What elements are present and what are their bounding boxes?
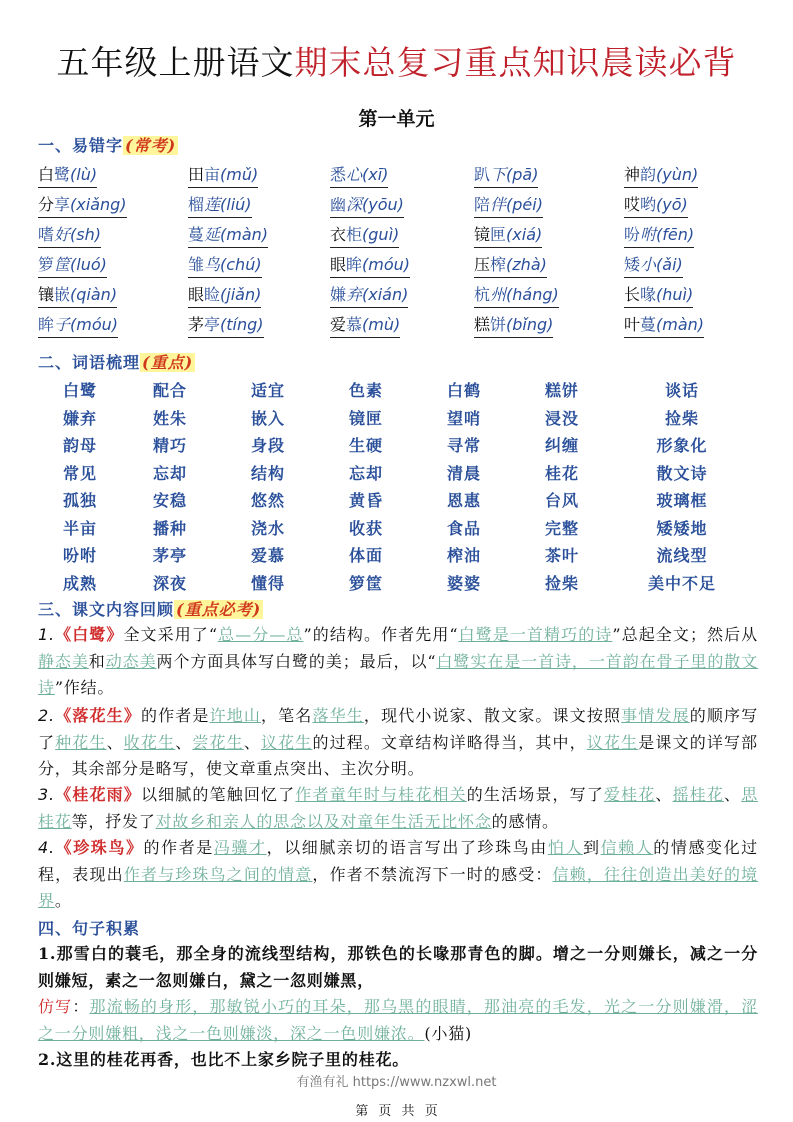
pinyin-item: 神韵(yùn) <box>624 164 698 188</box>
vocab-word: 嫌弃 <box>62 408 97 428</box>
answer: 作者与珍珠鸟之间的情意 <box>123 864 313 884</box>
sentence-1: 1.那雪白的蓑毛，那全身的流线型结构，那铁色的长喙那青色的脚。增之一分则嫌长，减之一分则嫌短，素之一忽则嫌白，黛之一忽则嫌黑， <box>38 944 758 990</box>
pinyin-item: 爱慕(mù) <box>330 314 400 338</box>
vocab-grid <box>40 376 760 596</box>
vocab-row <box>40 541 760 569</box>
pinyin-row <box>38 284 778 314</box>
vocab-word: 配合 <box>152 381 187 401</box>
vocab-word: 韵母 <box>62 436 97 456</box>
pinyin-item: 白鹭(lù) <box>38 164 97 188</box>
vocab-word: 婆婆 <box>446 573 481 593</box>
book-title: 《白鹭》 <box>54 625 124 644</box>
watermark: 有渔有礼 https://www.nzxwl.net <box>296 1075 497 1090</box>
answer: 爱桂花 <box>603 785 656 804</box>
pinyin-item: 分享(xiǎng) <box>38 194 127 218</box>
pinyin-item: 茅亭(tíng) <box>188 314 264 338</box>
vocab-word: 清晨 <box>446 463 481 483</box>
answer: 信赖，往往创造出美好的境界 <box>38 864 758 910</box>
pinyin-item: 镶嵌(qiàn) <box>38 284 117 308</box>
pinyin-row <box>38 314 778 344</box>
answer: 摇桂花 <box>672 785 725 804</box>
review-paragraph-1: 1.《白鹭》全文采用了“总—分—总”的结构。作者先用“白鹭是一首精巧的诗”总起全文；然后从静态美和动态美两个方面具体写白鹭的美；最后，以“白鹭实在是一首诗，一首韵在骨子里的散文诗”作结。 <box>38 625 759 697</box>
tag-badge: (重点) <box>142 353 194 372</box>
pinyin-item: 悉心(xī) <box>330 164 388 188</box>
answer: 落华生 <box>312 706 364 725</box>
pinyin-item: 趴下(pā) <box>474 164 538 188</box>
vocab-word: 箩筐 <box>348 573 383 593</box>
section-heading-typos: 一、易错字 (常考) <box>38 136 177 155</box>
vocab-word: 形象化 <box>656 436 708 456</box>
pinyin-item: 吩咐(fēn) <box>624 224 694 248</box>
title-black: 五年级上册语文 <box>56 43 295 82</box>
vocab-word: 吩咐 <box>62 546 97 566</box>
vocab-word: 茶叶 <box>544 546 579 566</box>
vocab-word: 生硬 <box>348 436 383 456</box>
vocab-word: 台风 <box>544 491 579 511</box>
vocab-word: 寻常 <box>446 436 481 456</box>
vocab-word: 孤独 <box>62 491 97 511</box>
vocab-word: 收获 <box>348 518 383 538</box>
sentence-2: 2.这里的桂花再香，也比不上家乡院子里的桂花。 <box>38 1050 410 1069</box>
pinyin-item: 眼睑(jiǎn) <box>188 284 261 308</box>
pinyin-item: 嗜好(sh) <box>38 224 101 248</box>
answer: 尝花生 <box>192 732 244 752</box>
pinyin-item: 雏鸟(chú) <box>188 254 262 278</box>
vocab-row <box>40 569 760 597</box>
answer: 收花生 <box>123 732 176 752</box>
pinyin-item: 蔓延(màn) <box>188 224 268 248</box>
vocab-row <box>40 486 760 514</box>
vocab-word: 精巧 <box>152 436 187 456</box>
typo-pinyin-grid <box>38 164 778 344</box>
vocab-word: 镜匣 <box>348 408 383 428</box>
vocab-word: 食品 <box>446 518 481 538</box>
vocab-word: 成熟 <box>62 573 97 593</box>
pinyin-item: 幽深(yōu) <box>330 194 404 218</box>
vocab-word: 白鹭 <box>62 381 97 401</box>
pinyin-item: 衣柜(guì) <box>330 224 399 248</box>
vocab-word: 桂花 <box>544 463 579 483</box>
vocab-word: 恩惠 <box>446 491 481 511</box>
book-title: 《珍珠鸟》 <box>54 838 144 857</box>
pinyin-item: 田亩(mǔ) <box>188 164 258 188</box>
answer: 对故乡和亲人的思念以及对童年生活无比怀念 <box>155 811 492 831</box>
vocab-word: 忘却 <box>348 463 383 483</box>
vocab-word: 完整 <box>544 518 579 538</box>
vocab-word: 半亩 <box>62 518 97 538</box>
answer: 许地山 <box>209 706 262 725</box>
tag-badge: (重点必考) <box>176 600 262 619</box>
answer: 静态美 <box>38 651 89 671</box>
answer: 总—分—总 <box>217 625 304 644</box>
pinyin-item: 叶蔓(màn) <box>624 314 704 338</box>
vocab-word: 懂得 <box>250 573 285 593</box>
tag-badge: (常考) <box>125 136 177 155</box>
review-paragraph-2: 2.《落花生》的作者是许地山，笔名落华生，现代小说家、散文家。课文按照事情发展的顺序写了种花生、收花生、尝花生、议花生的过程。文章结构详略得当，其中，议花生是课文的详写部分，其余部分是略写，使文章重点突出、主次分明。 <box>38 706 758 778</box>
book-title: 《落花生》 <box>54 706 141 725</box>
vocab-row <box>40 404 760 432</box>
imitation-writing: 仿写：那流畅的身形，那敏锐小巧的耳朵，那乌黑的眼睛，那油亮的毛发，光之一分则嫌滑，涩之一分则嫌粗，浅之一色则嫌淡，深之一色则嫌浓。(小猫) <box>38 997 758 1043</box>
vocab-word: 深夜 <box>152 573 187 593</box>
pinyin-item: 压榨(zhà) <box>474 254 547 278</box>
section-heading-sentences: 四、句子积累 <box>38 919 141 938</box>
pinyin-item: 镜匣(xiá) <box>474 224 542 248</box>
vocab-word: 玻璃框 <box>656 491 708 511</box>
imitation-label: 仿写 <box>38 997 73 1016</box>
review-paragraph-3: 3.《桂花雨》以细腻的笔触回忆了作者童年时与桂花相关的生活场景，写了爱桂花、摇桂花、思桂花等，抒发了对故乡和亲人的思念以及对童年生活无比怀念的感情。 <box>38 785 758 831</box>
page-title <box>0 38 793 88</box>
review-paragraph-4: 4.《珍珠鸟》的作者是冯骥才，以细腻亲切的语言写出了珍珠鸟由怕人到信赖人的情感变化过程，表现出作者与珍珠鸟之间的情意，作者不禁流泻下一时的感受：信赖，往往创造出美好的境界。 <box>38 838 758 910</box>
book-title: 《桂花雨》 <box>54 785 141 804</box>
vocab-word: 身段 <box>250 436 285 456</box>
pinyin-item: 矮小(ǎi) <box>624 254 683 278</box>
vocab-word: 捡柴 <box>664 408 699 428</box>
answer: 思桂花 <box>38 785 758 831</box>
pinyin-row <box>38 194 778 224</box>
vocab-word: 浸没 <box>544 408 579 428</box>
vocab-row <box>40 459 760 487</box>
vocab-word: 流线型 <box>656 546 708 566</box>
vocab-word: 榨油 <box>446 546 481 566</box>
vocab-row <box>40 431 760 459</box>
vocab-word: 常见 <box>62 463 97 483</box>
pinyin-row <box>38 224 778 254</box>
section-heading-vocab: 二、词语梳理 (重点) <box>38 353 194 372</box>
answer: 怕人 <box>547 838 583 857</box>
vocab-word: 体面 <box>348 546 383 566</box>
vocab-word: 茅亭 <box>152 546 187 566</box>
vocab-word: 嵌入 <box>250 408 285 428</box>
vocab-word: 望哨 <box>446 408 481 428</box>
pinyin-item: 长喙(huì) <box>624 284 693 308</box>
vocab-word: 色素 <box>348 381 383 401</box>
answer: 事情发展 <box>621 706 690 725</box>
pinyin-item: 糕饼(bǐng) <box>474 314 553 338</box>
pinyin-item: 箩筐(luó) <box>38 254 107 278</box>
answer: 议花生 <box>260 732 313 752</box>
answer: 动态美 <box>105 651 157 671</box>
answer: 那流畅的身形，那敏锐小巧的耳朵，那乌黑的眼睛，那油亮的毛发，光之一分则嫌滑，涩之一分则嫌粗，浅之一色则嫌淡，深之一色则嫌浓。 <box>38 997 758 1043</box>
pinyin-item: 哎哟(yō) <box>624 194 688 218</box>
vocab-word: 结构 <box>250 463 285 483</box>
vocab-word: 姓朱 <box>152 408 187 428</box>
page-footer: 第 页 共 页 <box>355 1104 438 1119</box>
vocab-word: 忘却 <box>152 463 187 483</box>
pinyin-item: 嫌弃(xián) <box>330 284 408 308</box>
vocab-word: 捡柴 <box>544 573 579 593</box>
pinyin-item: 杭州(háng) <box>474 284 559 308</box>
vocab-row <box>40 514 760 542</box>
vocab-word: 纠缠 <box>544 436 579 456</box>
answer: 作者童年时与桂花相关 <box>295 785 467 804</box>
answer: 信赖人 <box>600 838 654 857</box>
title-red: 期末总复习重点知识晨读必背 <box>294 43 737 82</box>
answer: 白鹭是一首精巧的诗 <box>458 625 613 644</box>
pinyin-row <box>38 254 778 284</box>
vocab-row <box>40 376 760 404</box>
answer: 冯骥才 <box>213 838 267 857</box>
answer: 议花生 <box>586 732 639 752</box>
unit-heading: 第一单元 <box>358 108 435 130</box>
pinyin-item: 眸子(móu) <box>38 314 118 338</box>
pinyin-item: 榴莲(liú) <box>188 194 252 218</box>
vocab-word: 谈话 <box>664 381 699 401</box>
vocab-word: 播种 <box>152 518 187 538</box>
vocab-word: 白鹤 <box>446 381 481 401</box>
vocab-word: 黄昏 <box>348 491 383 511</box>
vocab-word: 悠然 <box>250 491 285 511</box>
vocab-word: 糕饼 <box>544 381 579 401</box>
vocab-word: 浇水 <box>250 518 285 538</box>
vocab-word: 适宜 <box>250 381 285 401</box>
pinyin-item: 陪伴(péi) <box>474 194 543 218</box>
answer: 白鹭实在是一首诗，一首韵在骨子里的散文诗 <box>38 651 759 697</box>
pinyin-item: 眼眸(móu) <box>330 254 410 278</box>
vocab-word: 散文诗 <box>656 463 708 483</box>
section-heading-review: 三、课文内容回顾 (重点必考) <box>38 600 262 619</box>
vocab-word: 爱慕 <box>250 546 285 566</box>
vocab-word: 矮矮地 <box>656 518 708 538</box>
pinyin-row <box>38 164 778 194</box>
vocab-word: 安稳 <box>152 491 187 511</box>
answer: 种花生 <box>55 732 107 752</box>
vocab-word: 美中不足 <box>647 573 716 593</box>
